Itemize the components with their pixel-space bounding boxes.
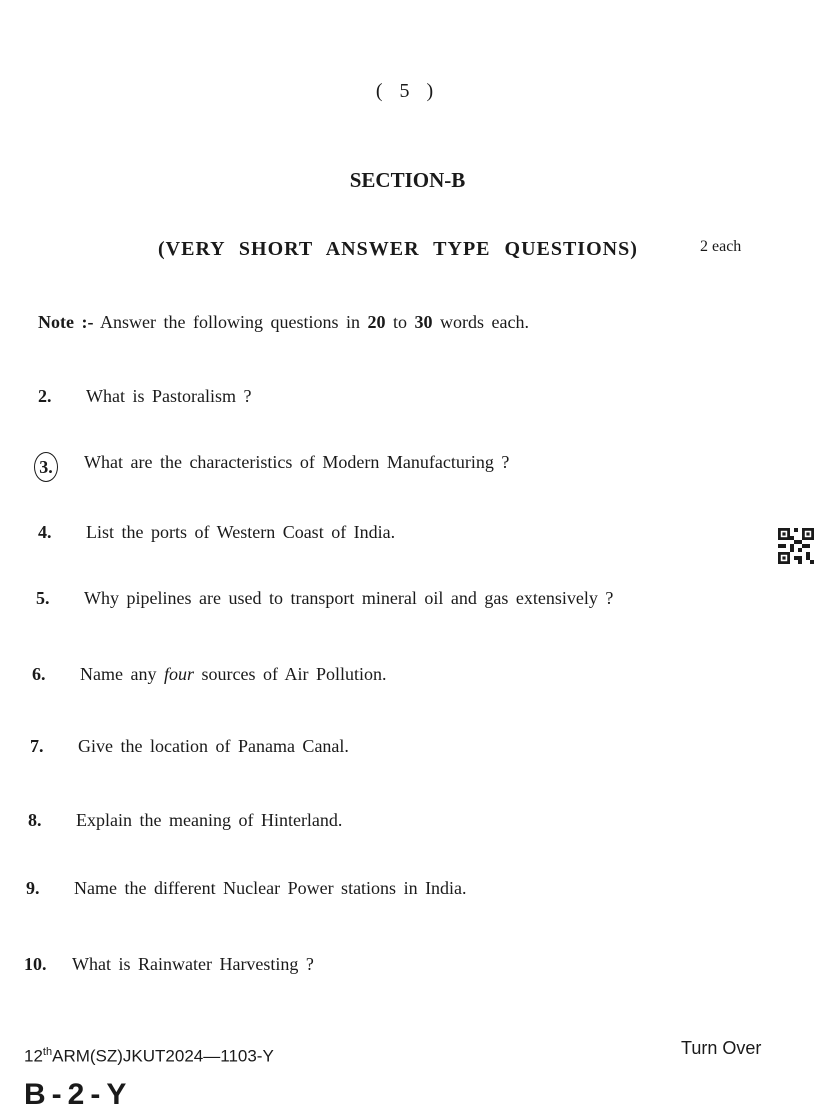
question-number-circled: 3. (34, 452, 58, 482)
question-9 (26, 878, 467, 899)
paper-code-rest: ARM(SZ)JKUT2024—1103-Y (52, 1046, 274, 1066)
turn-over-label: Turn Over (681, 1038, 762, 1058)
question-text: What are the characteristics of Modern Manufacturing ? (84, 452, 510, 472)
note-text-after: words each. (440, 312, 529, 332)
page-number: ( 5 ) (375, 80, 440, 102)
question-2 (38, 386, 251, 407)
question-text: Name the different Nuclear Power stations in India. (74, 878, 467, 898)
section-subtitle: (VERY SHORT ANSWER TYPE QUESTIONS) (158, 238, 638, 260)
question-text-before: Name any (80, 664, 157, 684)
paper-code-sup: th (42, 1046, 53, 1058)
question-number: 7. (30, 736, 44, 756)
section-title: SECTION-B (349, 168, 466, 192)
cut-off-code: B-2-Y (24, 1078, 133, 1111)
note-label: Note :- (38, 312, 94, 332)
question-text: What is Pastoralism ? (86, 386, 252, 406)
question-5 (36, 588, 613, 609)
question-number: 10. (24, 954, 47, 974)
question-text: Why pipelines are used to transport mineral oil and gas extensively ? (84, 588, 614, 608)
note-to: to (392, 312, 407, 332)
question-number: 4. (38, 522, 52, 542)
question-number: 8. (28, 810, 42, 830)
question-7 (30, 736, 349, 757)
question-number: 9. (26, 878, 40, 898)
question-text: What is Rainwater Harvesting ? (72, 954, 314, 974)
question-emphasis: four (163, 664, 194, 684)
question-10 (24, 954, 314, 975)
question-number: 2. (38, 386, 52, 406)
question-text-after: sources of Air Pollution. (201, 664, 387, 684)
question-text: List the ports of Western Coast of India. (86, 522, 396, 542)
note (38, 312, 529, 333)
question-8 (28, 810, 342, 831)
question-3 (38, 452, 509, 482)
note-text-before: Answer the following questions in (100, 312, 360, 332)
paper-code (24, 1046, 274, 1067)
marks-label: 2 each (700, 238, 742, 255)
note-num2: 30 (414, 312, 433, 332)
paper-code-prefix: 12 (24, 1046, 43, 1066)
question-text (80, 664, 386, 685)
note-num1: 20 (367, 312, 386, 332)
question-number: 6. (32, 664, 46, 684)
question-text: Explain the meaning of Hinterland. (76, 810, 343, 830)
question-text: Give the location of Panama Canal. (78, 736, 349, 756)
question-4 (38, 522, 395, 543)
qr-code-icon (778, 528, 814, 564)
question-number: 5. (36, 588, 50, 608)
question-6 (32, 664, 386, 685)
